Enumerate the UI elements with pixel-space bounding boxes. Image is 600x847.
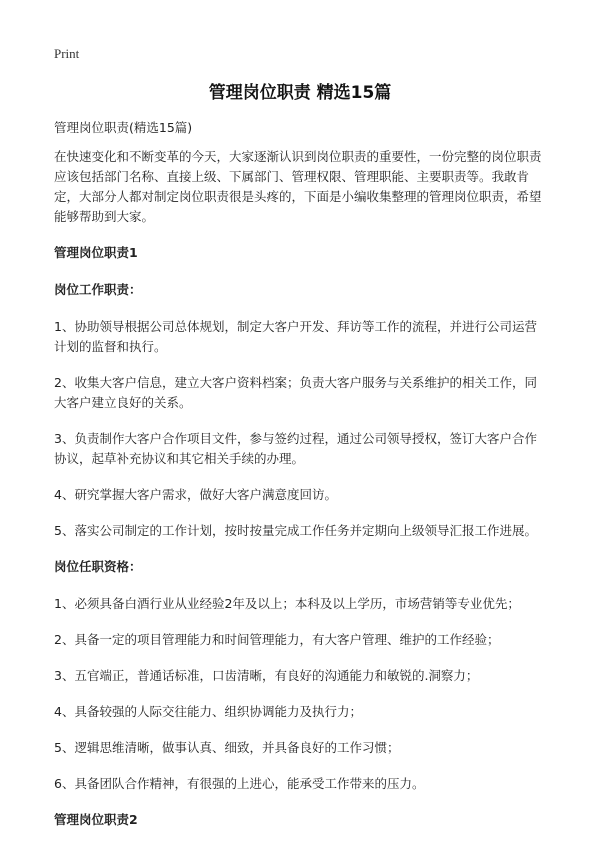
document-body <box>54 118 548 847</box>
qualification-item: 2、具备一定的项目管理能力和时间管理能力，有大客户管理、维护的工作经验； <box>54 632 500 647</box>
page-title: 管理岗位职责 精选15篇 <box>208 83 392 103</box>
qualification-item: 6、具备团队合作精神，有很强的上进心，能承受工作带来的压力。 <box>54 776 425 791</box>
print-label: Print <box>54 46 80 61</box>
duty-item: 5、落实公司制定的工作计划，按时按量完成工作任务并定期向上级领导汇报工作进展。 <box>54 523 537 538</box>
qualifications-heading: 岗位任职资格： <box>54 559 142 574</box>
document-subtitle: 管理岗位职责(精选15篇) <box>54 120 193 135</box>
qualification-item: 4、具备较强的人际交往能力、组织协调能力及执行力； <box>54 704 362 719</box>
qualification-item: 5、逻辑思维清晰，做事认真、细致，并具备良好的工作习惯； <box>54 740 400 755</box>
duty-item: 2、收集大客户信息，建立大客户资料档案；负责大客户服务与关系维护的相关工作，同大客户建立良好的关系。 <box>54 375 537 410</box>
qualification-item: 1、必须具备白酒行业从业经验2年及以上；本科及以上学历，市场营销等专业优先； <box>54 596 520 611</box>
duty-item: 3、负责制作大客户合作项目文件，参与签约过程，通过公司领导授权，签订大客户合作协议，起草补充协议和其它相关手续的办理。 <box>54 431 537 466</box>
intro-paragraph: 在快速变化和不断变革的今天，大家逐渐认识到岗位职责的重要性，一份完整的岗位职责应该包括部门名称、直接上级、下属部门、管理权限、管理职能、主要职责等。我敢肯定，大部分人都对制定岗位职责很是头疼的，下面是小编收集整理的管理岗位职责，希望能够帮助到大家。 <box>54 149 542 224</box>
duty-item: 4、研究掌握大客户需求，做好大客户满意度回访。 <box>54 487 337 502</box>
duty-item: 1、协助领导根据公司总体规划，制定大客户开发、拜访等工作的流程，并进行公司运营计划的监督和执行。 <box>54 319 537 354</box>
qualification-item: 3、五官端正，普通话标准，口齿清晰，有良好的沟通能力和敏锐的.洞察力； <box>54 668 479 683</box>
section-heading-1: 管理岗位职责1 <box>54 245 138 260</box>
duties-heading: 岗位工作职责： <box>54 282 142 297</box>
section-heading-2: 管理岗位职责2 <box>54 812 138 827</box>
